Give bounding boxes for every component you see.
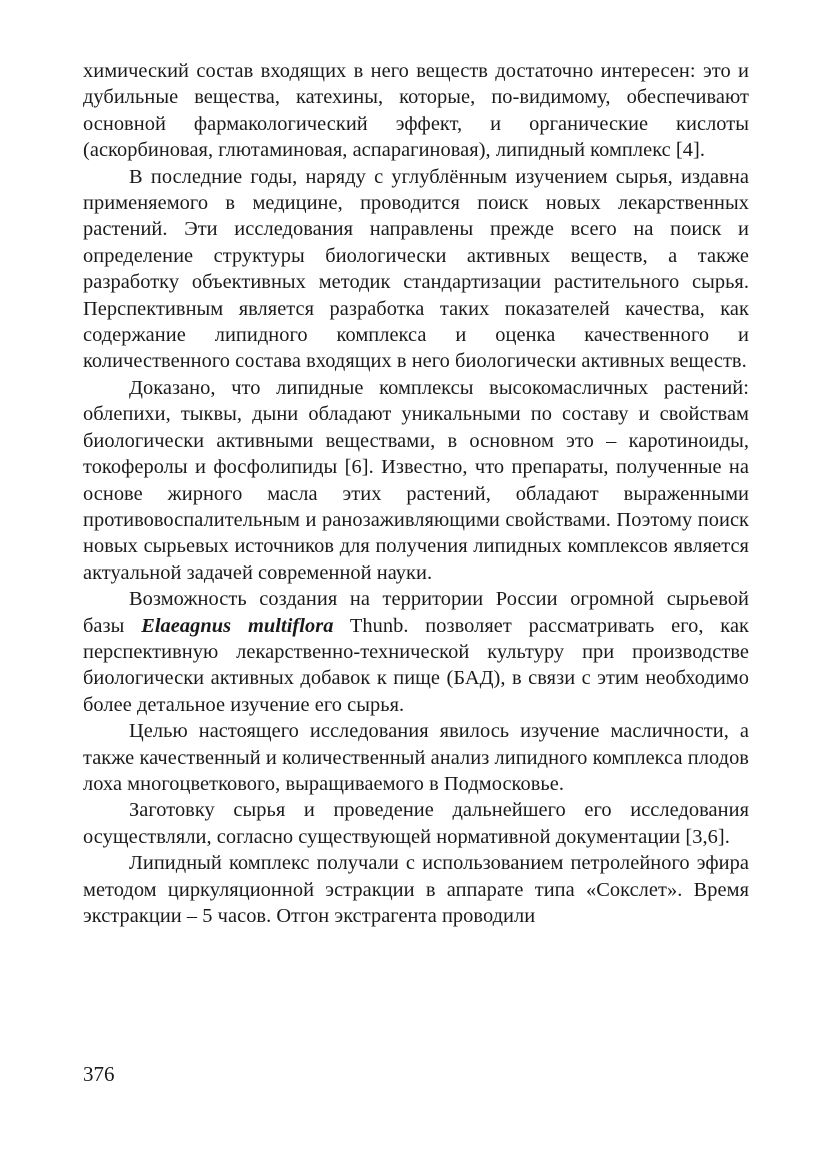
paragraph-3: Доказано, что липидные комплексы высокомасличных растений: облепихи, тыквы, дыни обладают уникальными по составу и свойствам биологически активными веществами, в основном это – каротиноиды, токоферолы и фосфолипиды [6]. Известно, что препараты, полученные на основе жирного масла этих растений, обладают выраженными противовоспалительным и ранозаживляющими свойствами. Поэтому поиск новых сырьевых источников для получения липидных комплексов является актуальной задачей современной науки.	[83, 376, 749, 584]
page-number: 376	[83, 1062, 115, 1086]
page-body	[83, 58, 749, 929]
paragraph-7: Липидный комплекс получали с использованием петролейного эфира методом циркуляционной эстракции в аппарате типа «Сокслет». Время экстракции – 5 часов. Отгон экстрагента проводили	[83, 852, 749, 927]
paragraph-5: Целью настоящего исследования явилось изучение масличности, а также качественный и количественный анализ липидного комплекса плодов лоха многоцветкового, выращиваемого в Подмосковье.	[83, 720, 749, 795]
paragraph-1: химический состав входящих в него веществ достаточно интересен: это и дубильные вещества, катехины, которые, по-видимому, обеспечивают основной фармакологический эффект, и органические кислоты (аскорбиновая, глютаминовая, аспарагиновая), липидный комплекс [4].	[83, 60, 749, 162]
paragraph-4	[83, 586, 749, 718]
paragraph-4-text-after: Thunb. позволяет рассматривать его, как перспективную лекарственно-технической культуру при производстве биологически активных добавок к пище (БАД), в связи с этим необходимо более детальное изучение его сырья.	[83, 614, 749, 716]
paragraph-4-text-before: Возможность создания на территории России огромной сырьевой базы	[83, 588, 749, 637]
paragraph-6: Заготовку сырья и проведение дальнейшего его исследования осуществляли, согласно существующей нормативной документации [3,6].	[83, 799, 749, 848]
latin-species-name: Elaeagnus multiflora	[141, 614, 334, 637]
paragraph-2: В последние годы, наряду с углублённым изучением сырья, издавна применяемого в медицине, проводится поиск новых лекарственных растений. Эти исследования направлены прежде всего на поиск и определение структуры биологически активных веществ, а также разработку объективных методик стандартизации растительного сырья. Перспективным является разработка таких показателей качества, как содержание липидного комплекса и оценка качественного и количественного состава входящих в него биологически активных веществ.	[83, 165, 749, 373]
